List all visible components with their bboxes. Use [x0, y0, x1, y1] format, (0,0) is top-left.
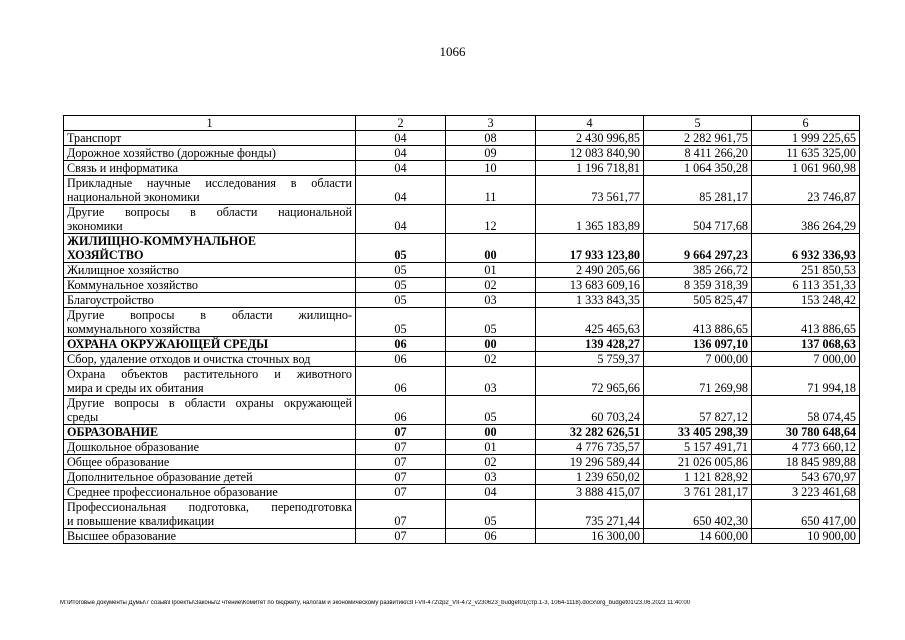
- column-number: 1: [64, 116, 356, 131]
- section-code: 07: [356, 440, 446, 455]
- section-code: 04: [356, 146, 446, 161]
- amount-col4: 425 465,63: [536, 308, 644, 337]
- amount-col5: 3 761 281,17: [644, 485, 752, 500]
- amount-col6: 23 746,87: [752, 176, 860, 205]
- row-name-line: ХОЗЯЙСТВО: [67, 248, 144, 262]
- amount-col6: 650 417,00: [752, 500, 860, 529]
- row-name-line: мира и среды их обитания: [67, 381, 204, 395]
- row-name: Высшее образование: [64, 529, 356, 544]
- row-name-line: Прикладные научные исследования в области: [67, 176, 352, 190]
- subsection-code: 02: [446, 352, 536, 367]
- section-code: 07: [356, 425, 446, 440]
- amount-col4: 139 428,27: [536, 337, 644, 352]
- amount-col5: 650 402,30: [644, 500, 752, 529]
- row-name: [64, 500, 356, 529]
- amount-col6: 30 780 648,64: [752, 425, 860, 440]
- table-row: [64, 500, 860, 529]
- subsection-code: 03: [446, 293, 536, 308]
- amount-col5: 7 000,00: [644, 352, 752, 367]
- table-row: [64, 278, 860, 293]
- table-row: [64, 131, 860, 146]
- section-code: 07: [356, 529, 446, 544]
- amount-col4: 13 683 609,16: [536, 278, 644, 293]
- amount-col5: 385 266,72: [644, 263, 752, 278]
- subsection-code: 09: [446, 146, 536, 161]
- section-code: 07: [356, 470, 446, 485]
- subsection-code: 03: [446, 470, 536, 485]
- section-code: 06: [356, 367, 446, 396]
- row-name: Жилищное хозяйство: [64, 263, 356, 278]
- amount-col5: 504 717,68: [644, 205, 752, 234]
- amount-col6: 386 264,29: [752, 205, 860, 234]
- subsection-code: 05: [446, 396, 536, 425]
- table-row: [64, 440, 860, 455]
- column-number: 5: [644, 116, 752, 131]
- row-name: Среднее профессиональное образование: [64, 485, 356, 500]
- table-row: [64, 352, 860, 367]
- amount-col4: 1 333 843,35: [536, 293, 644, 308]
- section-code: 06: [356, 337, 446, 352]
- amount-col5: 33 405 298,39: [644, 425, 752, 440]
- amount-col4: 73 561,77: [536, 176, 644, 205]
- row-name-line: и повышение квалификации: [67, 514, 215, 528]
- page-number: 1066: [439, 44, 466, 59]
- table-row: [64, 396, 860, 425]
- amount-col5: 14 600,00: [644, 529, 752, 544]
- row-name: Транспорт: [64, 131, 356, 146]
- amount-col5: 57 827,12: [644, 396, 752, 425]
- amount-col4: 12 083 840,90: [536, 146, 644, 161]
- row-name-line: Другие вопросы в области жилищно-: [67, 308, 352, 322]
- amount-col4: 5 759,37: [536, 352, 644, 367]
- section-code: 07: [356, 455, 446, 470]
- table-row: [64, 529, 860, 544]
- amount-col5: 71 269,98: [644, 367, 752, 396]
- subsection-code: 05: [446, 500, 536, 529]
- table-row: [64, 293, 860, 308]
- section-code: 05: [356, 278, 446, 293]
- row-name: Связь и информатика: [64, 161, 356, 176]
- row-name-line: коммунального хозяйства: [67, 322, 201, 336]
- amount-col5: 5 157 491,71: [644, 440, 752, 455]
- amount-col4: 60 703,24: [536, 396, 644, 425]
- amount-col4: 2 430 996,85: [536, 131, 644, 146]
- amount-col6: 58 074,45: [752, 396, 860, 425]
- table-row: [64, 367, 860, 396]
- row-name-line: среды: [67, 410, 99, 424]
- section-code: 05: [356, 234, 446, 263]
- row-name: [64, 396, 356, 425]
- section-code: 07: [356, 485, 446, 500]
- column-number-row: [64, 116, 860, 131]
- subsection-code: 00: [446, 425, 536, 440]
- table-row: [64, 470, 860, 485]
- row-name-line: экономики: [67, 219, 123, 233]
- table-row: [64, 205, 860, 234]
- amount-col5: 413 886,65: [644, 308, 752, 337]
- row-name-line: Другие вопросы в области охраны окружающей: [67, 396, 352, 410]
- amount-col4: 16 300,00: [536, 529, 644, 544]
- table-row: [64, 308, 860, 337]
- amount-col5: 21 026 005,86: [644, 455, 752, 470]
- row-name: Дорожное хозяйство (дорожные фонды): [64, 146, 356, 161]
- amount-col6: 7 000,00: [752, 352, 860, 367]
- section-code: 07: [356, 500, 446, 529]
- table-row: [64, 425, 860, 440]
- amount-col4: 2 490 205,66: [536, 263, 644, 278]
- subsection-code: 01: [446, 440, 536, 455]
- subsection-code: 03: [446, 367, 536, 396]
- subsection-code: 00: [446, 234, 536, 263]
- amount-col6: 71 994,18: [752, 367, 860, 396]
- table-row: [64, 455, 860, 470]
- row-name-line: Другие вопросы в области национальной: [67, 205, 352, 219]
- amount-col4: 1 239 650,02: [536, 470, 644, 485]
- amount-col4: 32 282 626,51: [536, 425, 644, 440]
- row-name: Коммунальное хозяйство: [64, 278, 356, 293]
- amount-col6: 6 113 351,33: [752, 278, 860, 293]
- budget-table-body: [64, 116, 860, 544]
- amount-col4: 4 776 735,57: [536, 440, 644, 455]
- table-row: [64, 146, 860, 161]
- row-name: [64, 176, 356, 205]
- column-number: 4: [536, 116, 644, 131]
- amount-col6: 251 850,53: [752, 263, 860, 278]
- section-code: 06: [356, 352, 446, 367]
- footer-file-path: M:\Итоговые документы Думы\7 созыв\Проекты\Законы\2 чтение\Комитет по бюджету, налогам и экономическому развитию\ЗП-VII-472\zp2_VII-472_v230623_budget01(стр.1-3, 1064-1118).docx\org_budget01\23.06.2023 11:40:00: [60, 600, 691, 606]
- row-name: [64, 367, 356, 396]
- row-name: Дополнительное образование детей: [64, 470, 356, 485]
- amount-col5: 505 825,47: [644, 293, 752, 308]
- row-name: Общее образование: [64, 455, 356, 470]
- section-code: 06: [356, 396, 446, 425]
- subsection-code: 08: [446, 131, 536, 146]
- row-name: [64, 308, 356, 337]
- amount-col4: 3 888 415,07: [536, 485, 644, 500]
- amount-col4: 1 196 718,81: [536, 161, 644, 176]
- amount-col4: 72 965,66: [536, 367, 644, 396]
- column-number: 3: [446, 116, 536, 131]
- amount-col6: 153 248,42: [752, 293, 860, 308]
- subsection-code: 05: [446, 308, 536, 337]
- subsection-code: 00: [446, 337, 536, 352]
- amount-col4: 19 296 589,44: [536, 455, 644, 470]
- amount-col6: 4 773 660,12: [752, 440, 860, 455]
- row-name-line: Охрана объектов растительного и животного: [67, 367, 352, 381]
- row-name-line: национальной экономики: [67, 190, 200, 204]
- table-row: [64, 234, 860, 263]
- subsection-code: 10: [446, 161, 536, 176]
- subsection-code: 01: [446, 263, 536, 278]
- amount-col5: 2 282 961,75: [644, 131, 752, 146]
- row-name: [64, 205, 356, 234]
- subsection-code: 02: [446, 455, 536, 470]
- amount-col5: 8 411 266,20: [644, 146, 752, 161]
- column-number: 6: [752, 116, 860, 131]
- amount-col5: 9 664 297,23: [644, 234, 752, 263]
- amount-col5: 85 281,17: [644, 176, 752, 205]
- budget-table: [63, 115, 860, 544]
- row-name: ОХРАНА ОКРУЖАЮЩЕЙ СРЕДЫ: [64, 337, 356, 352]
- subsection-code: 06: [446, 529, 536, 544]
- section-code: 04: [356, 161, 446, 176]
- row-name: Сбор, удаление отходов и очистка сточных вод: [64, 352, 356, 367]
- row-name: Благоустройство: [64, 293, 356, 308]
- amount-col6: 18 845 989,88: [752, 455, 860, 470]
- table-row: [64, 485, 860, 500]
- amount-col5: 1 064 350,28: [644, 161, 752, 176]
- amount-col4: 735 271,44: [536, 500, 644, 529]
- table-row: [64, 337, 860, 352]
- row-name-line: Профессиональная подготовка, переподготовка: [67, 500, 352, 514]
- amount-col4: 1 365 183,89: [536, 205, 644, 234]
- amount-col6: 413 886,65: [752, 308, 860, 337]
- row-name: [64, 234, 356, 263]
- table-row: [64, 161, 860, 176]
- table-row: [64, 176, 860, 205]
- amount-col6: 543 670,97: [752, 470, 860, 485]
- subsection-code: 12: [446, 205, 536, 234]
- column-number: 2: [356, 116, 446, 131]
- row-name-line: ЖИЛИЩНО-КОММУНАЛЬНОЕ: [67, 234, 256, 248]
- amount-col5: 1 121 828,92: [644, 470, 752, 485]
- subsection-code: 02: [446, 278, 536, 293]
- section-code: 05: [356, 293, 446, 308]
- amount-col6: 1 999 225,65: [752, 131, 860, 146]
- amount-col6: 11 635 325,00: [752, 146, 860, 161]
- section-code: 05: [356, 308, 446, 337]
- amount-col6: 1 061 960,98: [752, 161, 860, 176]
- section-code: 05: [356, 263, 446, 278]
- amount-col6: 6 932 336,93: [752, 234, 860, 263]
- subsection-code: 04: [446, 485, 536, 500]
- amount-col6: 137 068,63: [752, 337, 860, 352]
- amount-col5: 136 097,10: [644, 337, 752, 352]
- section-code: 04: [356, 131, 446, 146]
- subsection-code: 11: [446, 176, 536, 205]
- section-code: 04: [356, 205, 446, 234]
- section-code: 04: [356, 176, 446, 205]
- amount-col6: 10 900,00: [752, 529, 860, 544]
- amount-col6: 3 223 461,68: [752, 485, 860, 500]
- table-row: [64, 263, 860, 278]
- row-name: Дошкольное образование: [64, 440, 356, 455]
- amount-col4: 17 933 123,80: [536, 234, 644, 263]
- row-name: ОБРАЗОВАНИЕ: [64, 425, 356, 440]
- amount-col5: 8 359 318,39: [644, 278, 752, 293]
